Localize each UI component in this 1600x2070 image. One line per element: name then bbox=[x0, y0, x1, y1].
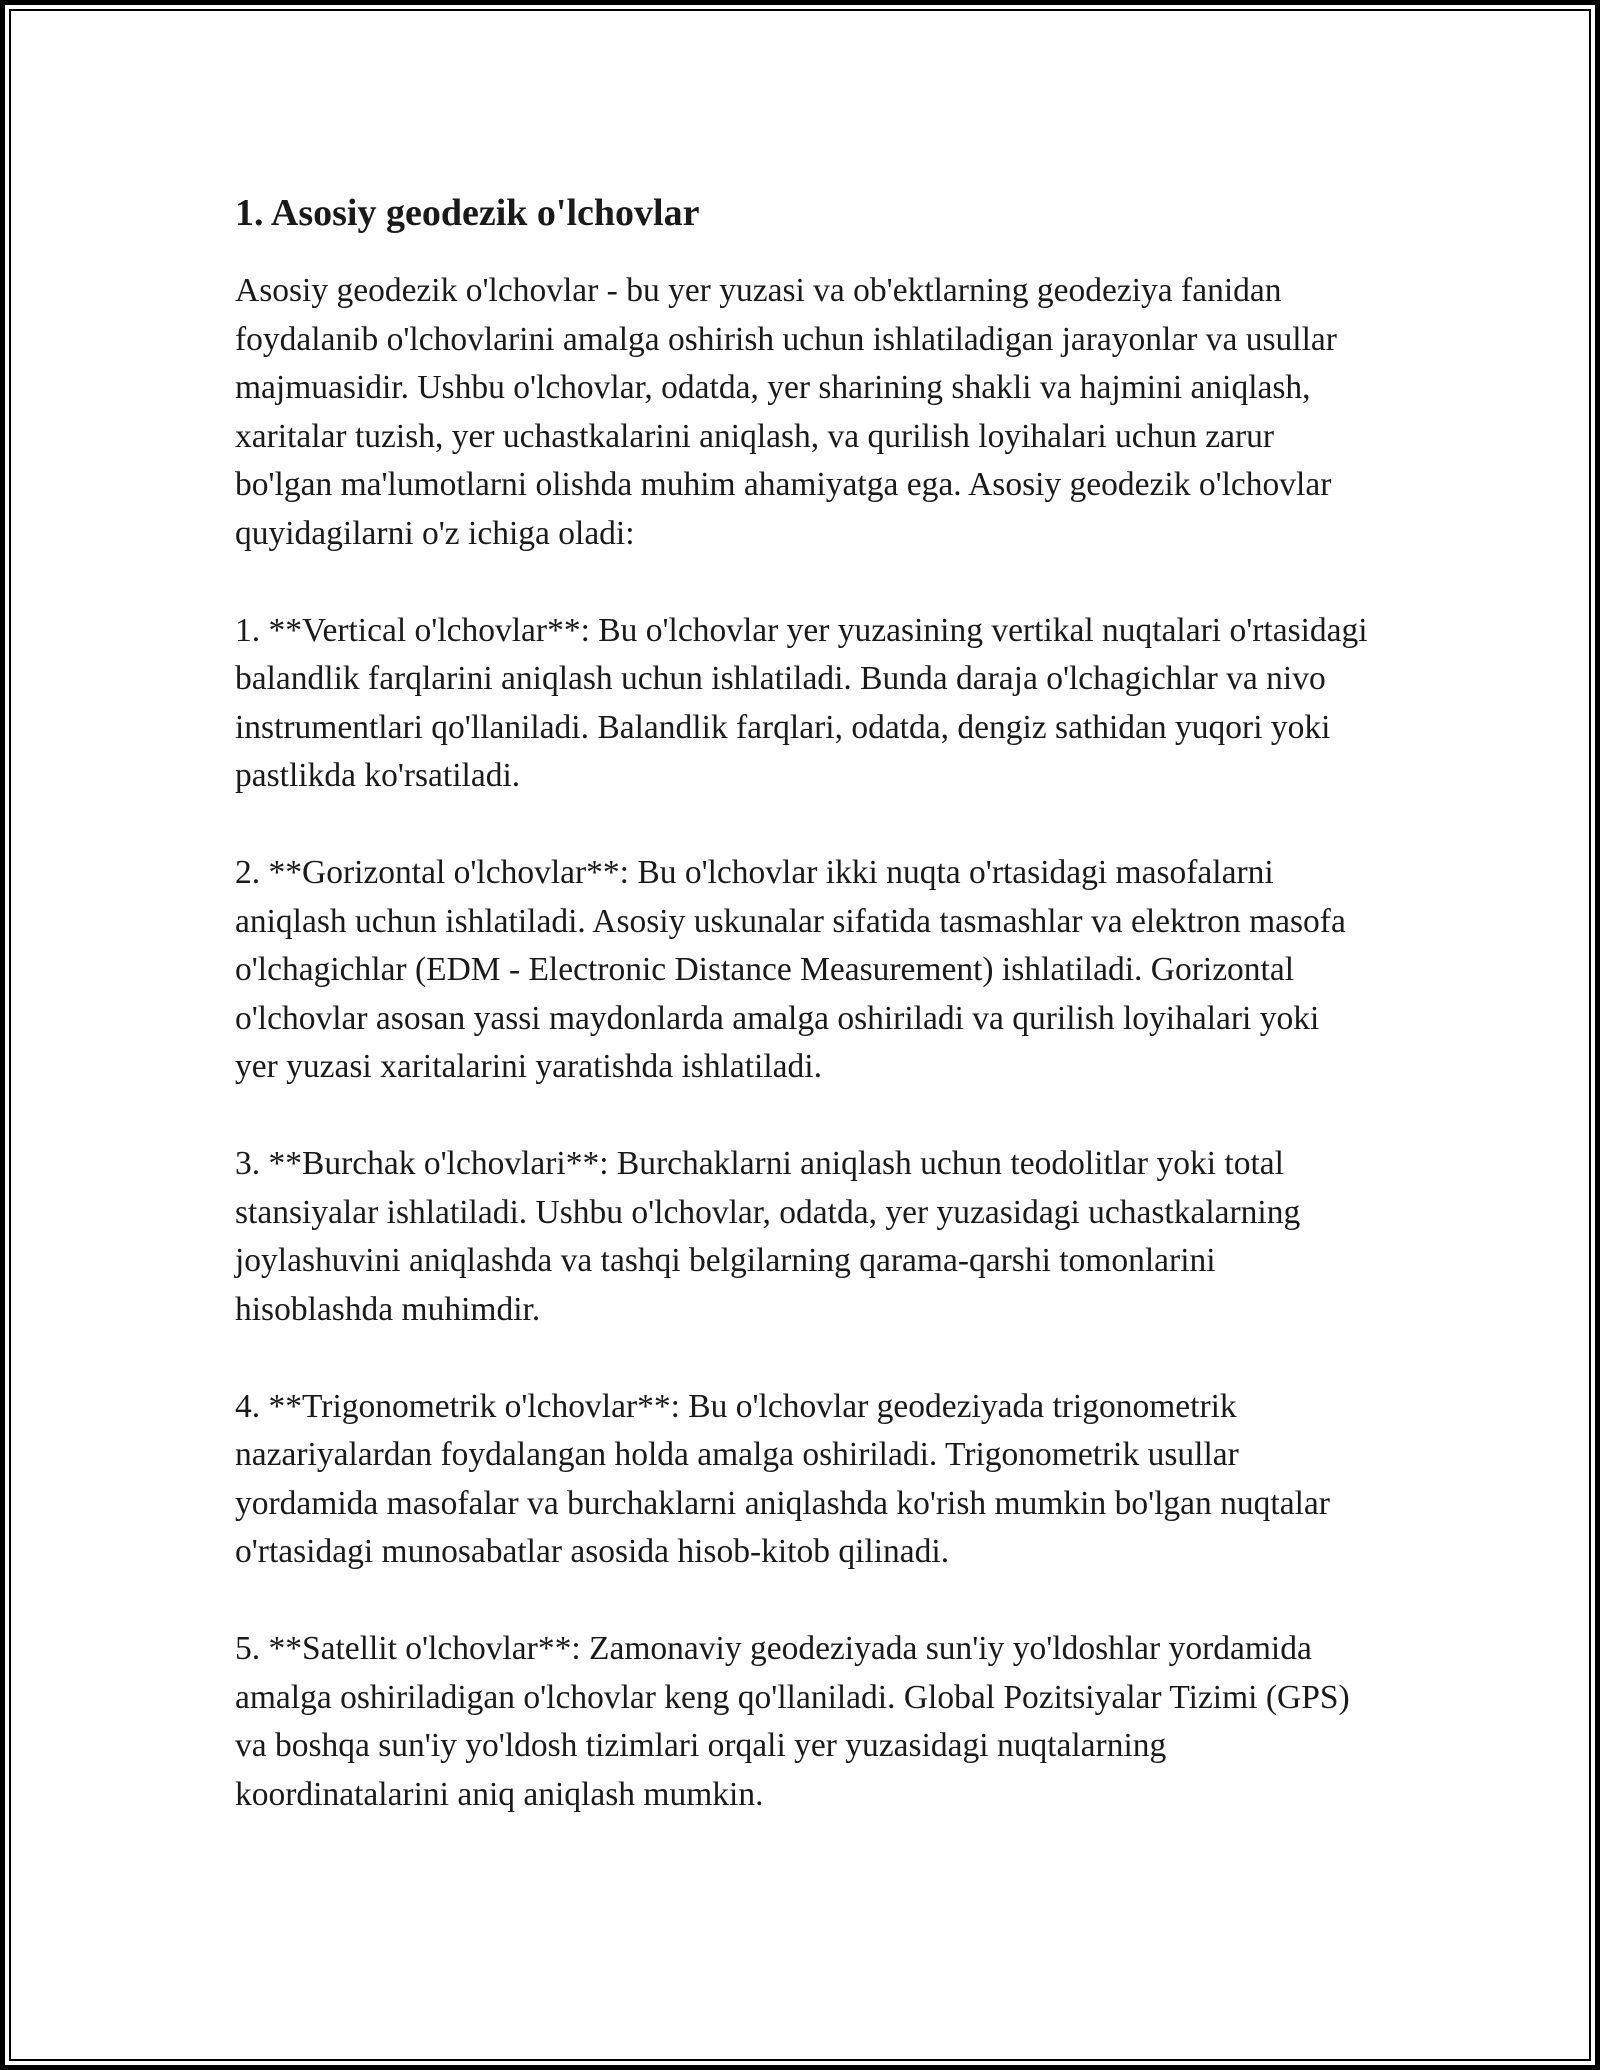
intro-paragraph: Asosiy geodezik o'lchovlar - bu yer yuzasi va ob'ektlarning geodeziya fanidan foydalanib o'lchovlarini amalga oshirish uchun ishlatiladigan jarayonlar va usullar majmuasidir. Ushbu o'lchovlar, odatda, yer sharining shakli va hajmini aniqlash, xaritalar tuzish, yer uchastkalarini aniqlash, va qurilish loyihalari uchun zarur bo'lgan ma'lumotlarni olishda muhim ahamiyatga ega. Asosiy geodezik o'lchovlar quyidagilarni o'z ichiga oladi: bbox=[235, 272, 1337, 552]
list-item-vertical: 1. **Vertical o'lchovlar**: Bu o'lchovlar yer yuzasining vertikal nuqtalari o'rtasidagi balandlik farqlarini aniqlash uchun ishlatiladi. Bunda daraja o'lchagichlar va nivo instrumentlari qo'llaniladi. Balandlik farqlari, odatda, dengiz sathidan yuqori yoki pastlikda ko'rsatiladi. bbox=[235, 611, 1368, 794]
list-item-angular: 3. **Burchak o'lchovlari**: Burchaklarni aniqlash uchun teodolitlar yoki total stansiyalar ishlatiladi. Ushbu o'lchovlar, odatda, yer yuzasidagi uchastkalarning joylashuvini aniqlashda va tashqi belgilarning qarama-qarshi tomonlarini hisoblashda muhimdir. bbox=[235, 1145, 1301, 1328]
list-item-satellite: 5. **Satellit o'lchovlar**: Zamonaviy geodeziyada sun'iy yo'ldoshlar yordamida amalga oshiriladigan o'lchovlar keng qo'llaniladi. Global Pozitsiyalar Tizimi (GPS) va boshqa sun'iy yo'ldosh tizimlari orqali yer yuzasidagi nuqtalarning koordinatalarini aniq aniqlash mumkin. bbox=[235, 1630, 1350, 1813]
document-title: 1. Asosiy geodezik o'lchovlar bbox=[235, 192, 700, 234]
list-item-trigonometric: 4. **Trigonometrik o'lchovlar**: Bu o'lchovlar geodeziyada trigonometrik nazariyalardan foydalangan holda amalga oshiriladi. Trigonometrik usullar yordamida masofalar va burchaklarni aniqlashda ko'rish mumkin bo'lgan nuqtalar o'rtasidagi munosabatlar asosida hisob-kitob qilinadi. bbox=[235, 1387, 1330, 1570]
list-item-horizontal: 2. **Gorizontal o'lchovlar**: Bu o'lchovlar ikki nuqta o'rtasidagi masofalarni aniqlash uchun ishlatiladi. Asosiy uskunalar sifatida tasmashlar va elektron masofa o'lchagichlar (EDM - Electronic Distance Measurement) ishlatiladi. Gorizontal o'lchovlar asosan yassi maydonlarda amalga oshiriladi va qurilish loyihalari yoki yer yuzasi xaritalarini yaratishda ishlatiladi. bbox=[235, 854, 1346, 1085]
document-body bbox=[235, 185, 1370, 1868]
